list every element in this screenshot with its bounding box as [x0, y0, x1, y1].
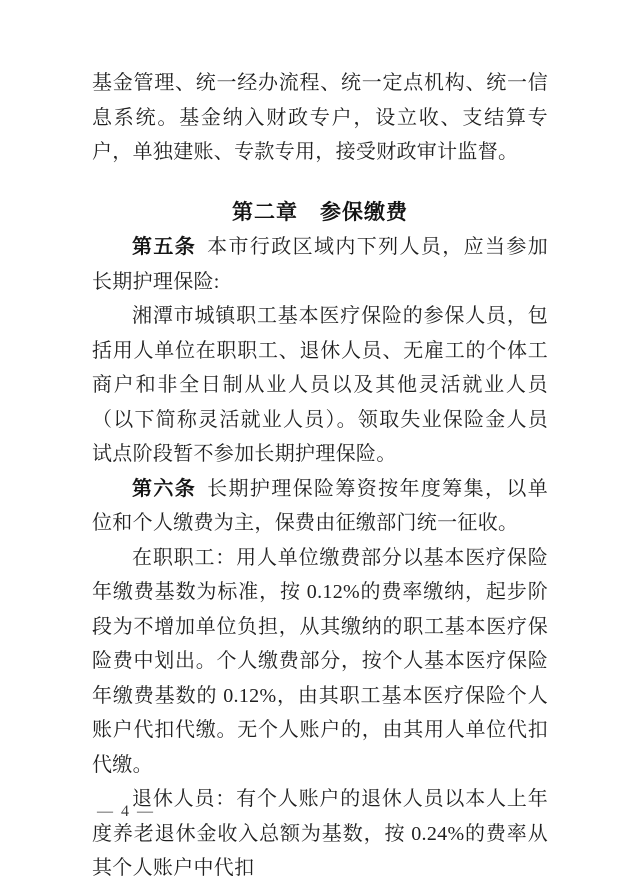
- article-6-label: 第六条: [132, 477, 197, 500]
- article-5-text: 本市行政区域内下列人员，应当参加长期护理保险:: [92, 236, 548, 293]
- paragraph-fund-management: 基金管理、统一经办流程、统一定点机构、统一信息系统。基金纳入财政专户，设立收、支结算专户，单独建账、专款专用，接受财政审计监督。: [92, 72, 548, 163]
- article-6-text: 长期护理保险筹资按年度筹集，以单位和个人缴费为主，保费由征缴部门统一征收。: [92, 477, 548, 534]
- paragraph-article-6: [92, 472, 548, 541]
- document-body: [92, 66, 548, 886]
- chapter-heading: 第二章 参保缴费: [232, 200, 408, 224]
- paragraph-active-employees: 在职职工：用人单位缴费部分以基本医疗保险年缴费基数为标准，按 0.12%的费率缴纳，起步阶段为不增加单位负担，从其缴纳的职工基本医疗保险费中划出。个人缴费部分，按个人基本医疗保险年缴费基数的 0.12%，由其职工基本医疗保险个人账户代扣代缴。无个人账户的，由其用人单位代扣代缴。: [92, 546, 548, 776]
- paragraph-retirees: 退休人员：有个人账户的退休人员以本人上年度养老退休金收入总额为基数，按 0.24%的费率从其个人账户中代扣: [92, 788, 548, 879]
- paragraph-insured-scope: 湘潭市城镇职工基本医疗保险的参保人员，包括用人单位在职职工、退休人员、无雇工的个体工商户和非全日制从业人员以及其他灵活就业人员（以下简称灵活就业人员）。领取失业保险金人员试点阶段暂不参加长期护理保险。: [92, 305, 548, 465]
- paragraph-article-5: [92, 230, 548, 299]
- article-5-label: 第五条: [132, 236, 197, 258]
- page-number: — 4 —: [97, 803, 155, 820]
